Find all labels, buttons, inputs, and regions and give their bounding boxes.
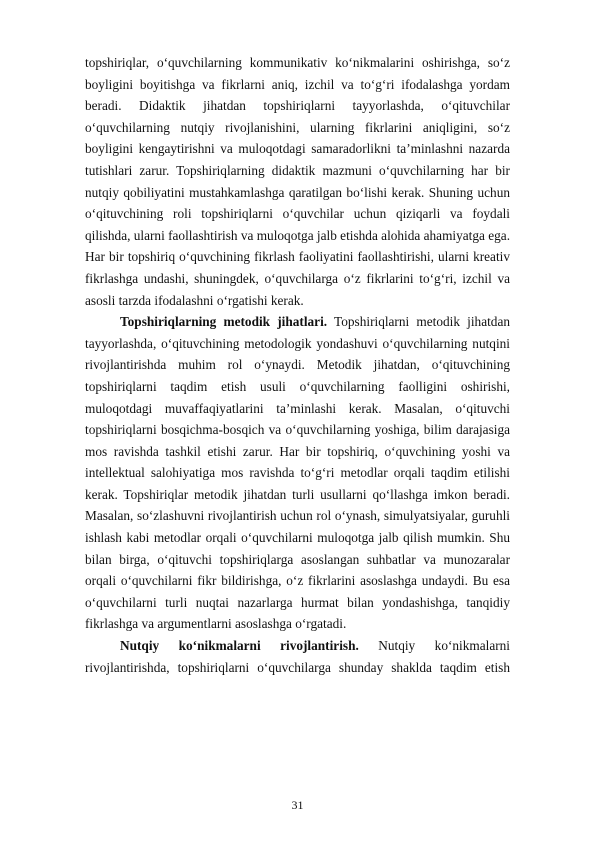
paragraph-3-heading: Nutqiy ko‘nikmalarni rivojlantirish. bbox=[120, 638, 359, 654]
paragraph-2-heading: Topshiriqlarning metodik jihatlari. bbox=[120, 314, 328, 330]
paragraph-3 bbox=[85, 635, 510, 678]
paragraph-3-text: Nutqiy ko‘nikmalarni rivojlantirishda, topshiriqlarni o‘quvchilarga shunday shaklda taqdim etish bbox=[85, 638, 510, 675]
body-text bbox=[85, 52, 510, 678]
paragraph-1-text: topshiriqlar, o‘quvchilarning kommunikativ ko‘nikmalarini oshirishga, so‘z boyligini boyitishga va fikrlarni aniq, izchil va to‘g‘ri ifodalashga yordam beradi. Didaktik jihatdan topshiriqlarni tayyorlashda, o‘qituvchilar o‘quvchilarning nutqiy rivojlanishini, ularning fikrlarini aniqligini, so‘z boyligini kengaytirishni va muloqotdagi samaradorlikni ta’minlashni nazarda tutishlari zarur. Topshiriqlarning didaktik mazmuni o‘quvchilarning har bir nutqiy qobiliyatini mustahkamlashga qaratilgan bo‘lishi kerak. Shuning uchun o‘qituvchining roli topshiriqlarni o‘quvchilar uchun qiziqarli va foydali qilishda, ularni faollashtirish va muloqotga jalb etishda alohida ahamiyatga ega. Har bir topshiriq o‘quvchining fikrlash faoliyatini faollashtirishi, ularni kreativ fikrlashga undashi, shuningdek, o‘quvchilarga o‘z fikrlarini to‘g‘ri, izchil va asosli tarzda ifodalashni o‘rgatishi kerak. bbox=[85, 55, 511, 308]
paragraph-1 bbox=[85, 52, 510, 311]
page-number: 31 bbox=[291, 798, 304, 812]
paragraph-2-text: Topshiriqlarni metodik jihatdan tayyorlashda, o‘qituvchining metodologik yondashuvi o‘quvchilarning nutqini rivojlantirishda muhim rol o‘ynaydi. Metodik jihatdan, o‘qituvchining topshiriqlarni taqdim etish usuli o‘quvchilarning faolligini oshirishi, muloqotdagi muvaffaqiyatlarini ta’minlashi kerak. Masalan, o‘qituvchi topshiriqlarni bosqichma-bosqich va o‘quvchilarning yoshiga, bilim darajasiga mos ravishda tashkil etishi zarur. Har bir topshiriq, o‘quvchining yoshi va intellektual salohiyatiga mos ravishda to‘g‘ri metodlar orqali taqdim etilishi kerak. Topshiriqlar metodik jihatdan turli usullarni qo‘llashga imkon beradi. Masalan, so‘zlashuvni rivojlantirish uchun rol o‘ynash, simulyatsiyalar, guruhli ishlash kabi metodlar orqali o‘quvchilarni muloqotga jalb qilish mumkin. Shu bilan birga, o‘qituvchi topshiriqlarga asoslangan suhbatlar va munozaralar orqali o‘quvchilarni fikr bildirishga, o‘z fikrlarini asoslashga undaydi. Bu esa o‘quvchilarni turli nuqtai nazarlarga hurmat bilan yondashishga, tanqidiy fikrlashga va argumentlarni asoslashga o‘rgatadi. bbox=[85, 314, 510, 632]
paragraph-2 bbox=[85, 311, 510, 635]
